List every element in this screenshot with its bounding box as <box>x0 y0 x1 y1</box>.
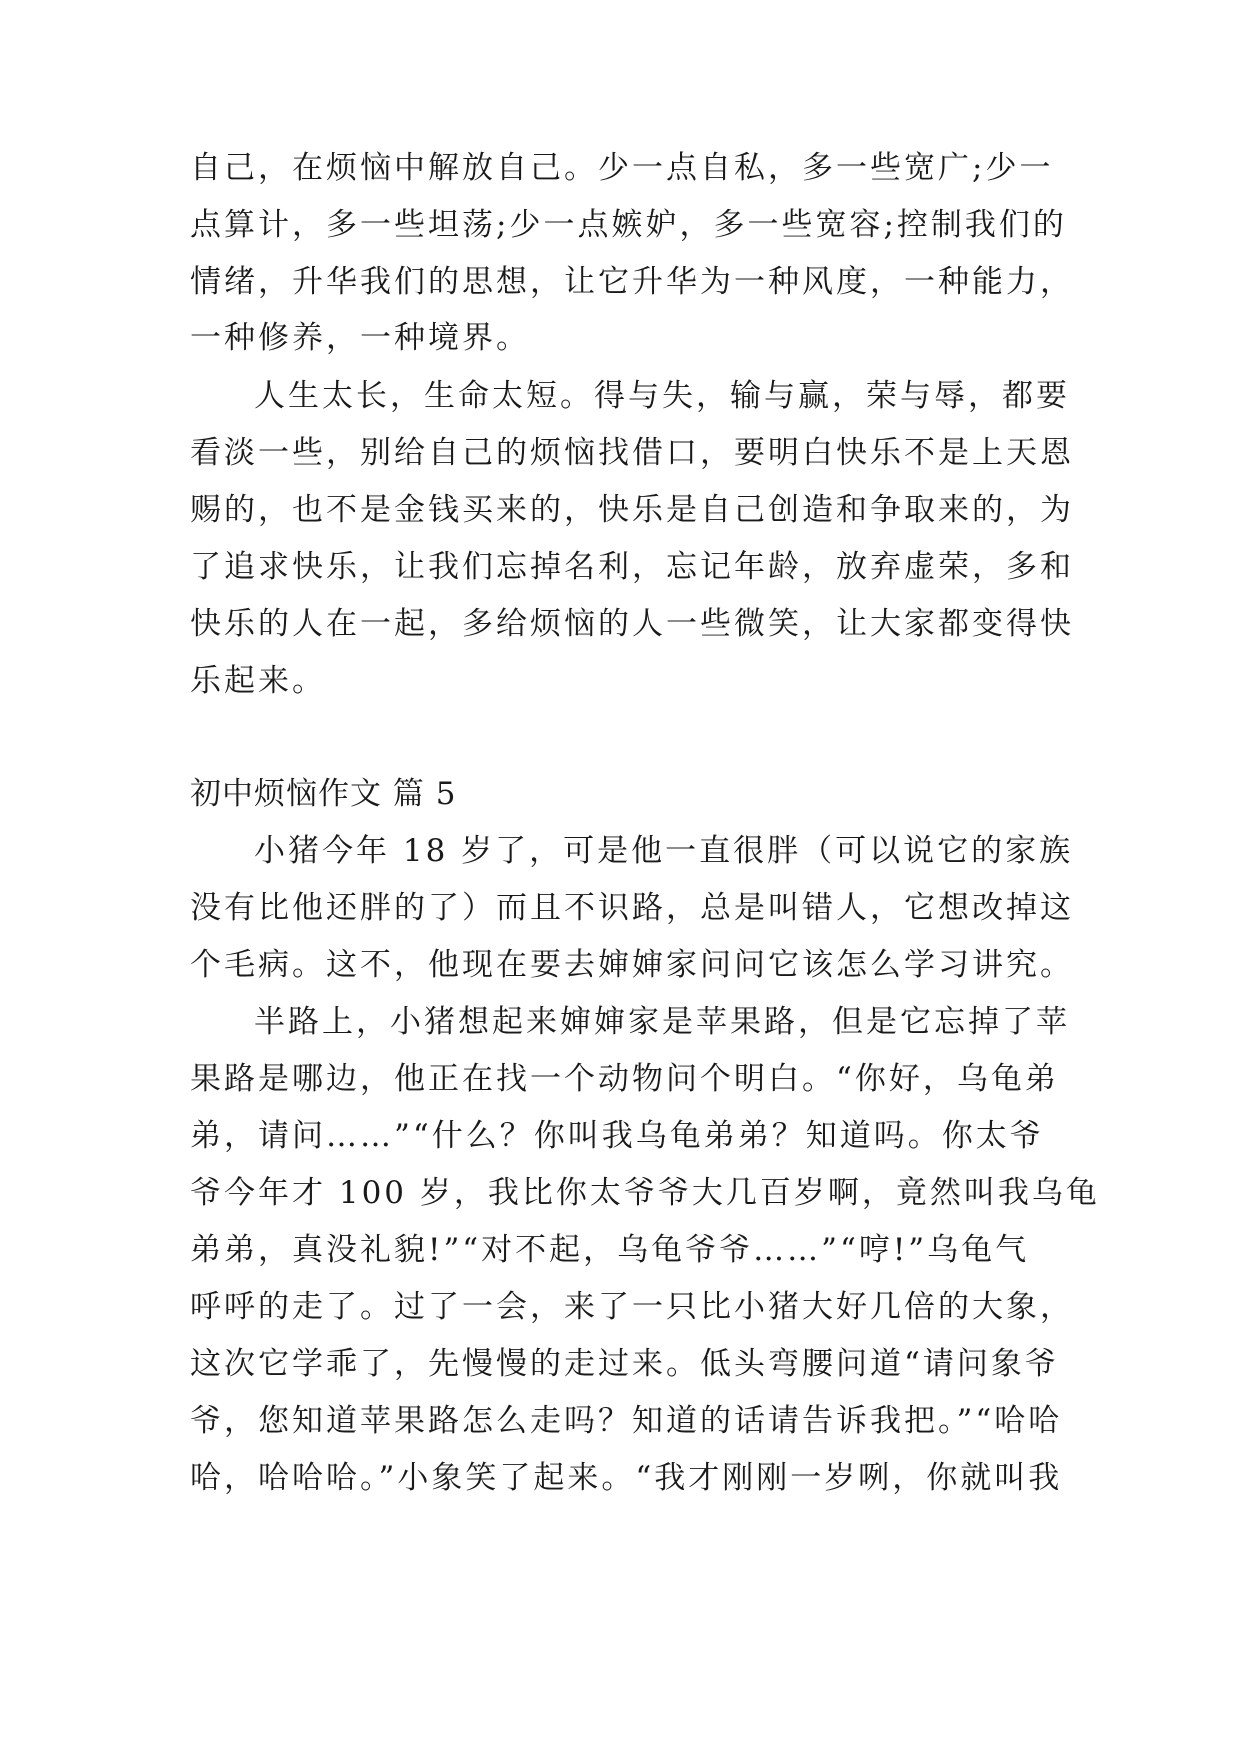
paragraph-2-line-1: 人生太长，生命太短。得与失，输与赢，荣与辱，都要 <box>254 378 1070 414</box>
paragraph-2-line-2: 看淡一些，别给自己的烦恼找借口，要明白快乐不是上天恩 <box>190 435 1074 471</box>
paragraph-2-line-5: 快乐的人在一起，多给烦恼的人一些微笑，让大家都变得快 <box>190 606 1074 642</box>
paragraph-4-line-2: 果路是哪边，他正在找一个动物问个明白。“你好，乌龟弟 <box>190 1061 1059 1097</box>
paragraph-4-line-7: 这次它学乖了，先慢慢的走过来。低头弯腰问道“请问象爷 <box>190 1346 1059 1382</box>
paragraph-3-line-1: 小猪今年 18 岁了，可是他一直很胖（可以说它的家族 <box>254 833 1074 869</box>
paragraph-3-line-2: 没有比他还胖的了）而且不识路，总是叫错人，它想改掉这 <box>190 890 1074 926</box>
paragraph-4-line-5: 弟弟，真没礼貌!”“对不起，乌龟爷爷……”“哼!”乌龟气 <box>190 1232 1030 1268</box>
paragraph-1-line-1: 自己，在烦恼中解放自己。少一点自私，多一些宽广;少一 <box>190 150 1054 186</box>
paragraph-1-line-4: 一种修养，一种境界。 <box>190 320 530 356</box>
paragraph-4-line-6: 呼呼的走了。过了一会，来了一只比小猪大好几倍的大象， <box>190 1289 1074 1325</box>
paragraph-1-line-3: 情绪，升华我们的思想，让它升华为一种风度，一种能力， <box>190 264 1074 300</box>
paragraph-3-line-3: 个毛病。这不，他现在要去婶婶家问问它该怎么学习讲究。 <box>190 947 1074 983</box>
paragraph-4-line-3: 弟，请问……”“什么？你叫我乌龟弟弟？知道吗。你太爷 <box>190 1118 1044 1154</box>
paragraph-4-line-1: 半路上，小猪想起来婶婶家是苹果路，但是它忘掉了苹 <box>254 1004 1070 1040</box>
section-heading: 初中烦恼作文 篇 5 <box>190 776 457 812</box>
paragraph-1-line-2: 点算计，多一些坦荡;少一点嫉妒，多一些宽容;控制我们的 <box>190 207 1067 243</box>
paragraph-2-line-4: 了追求快乐，让我们忘掉名利，忘记年龄，放弃虚荣，多和 <box>190 549 1074 585</box>
paragraph-4-line-9: 哈，哈哈哈。”小象笑了起来。“我才刚刚一岁咧，你就叫我 <box>190 1460 1063 1496</box>
paragraph-4-line-4: 爷今年才 100 岁，我比你太爷爷大几百岁啊，竟然叫我乌龟 <box>190 1175 1100 1211</box>
paragraph-2-line-6: 乐起来。 <box>190 663 326 699</box>
paragraph-4-line-8: 爷，您知道苹果路怎么走吗？知道的话请告诉我把。”“哈哈 <box>190 1403 1063 1439</box>
paragraph-2-line-3: 赐的，也不是金钱买来的，快乐是自己创造和争取来的，为 <box>190 492 1074 528</box>
